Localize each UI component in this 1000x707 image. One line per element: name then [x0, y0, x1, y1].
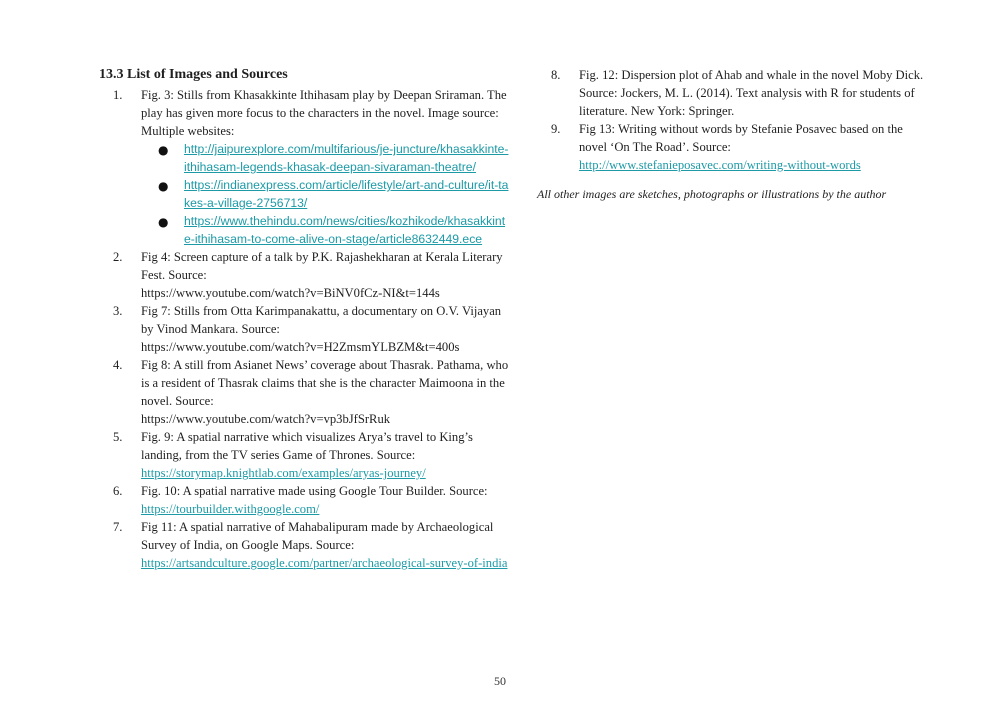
- bullet-icon: ●: [158, 143, 169, 157]
- source-url-text: https://www.youtube.com/watch?v=H2ZmsmYLBZM&t=400s: [141, 340, 460, 354]
- source-link[interactable]: https://www.thehindu.com/news/cities/kozhikode/khasakkinte-ithihasam-to-come-alive-on-stage/article8632449.ece: [184, 214, 506, 246]
- item-number: 3.: [113, 304, 123, 318]
- item-number: 6.: [113, 484, 123, 498]
- source-link-item: [141, 176, 509, 212]
- list-item-4: [99, 356, 509, 428]
- bullet-icon: ●: [158, 179, 169, 193]
- item-text: Fig. 3: Stills from Khasakkinte Ithihasam play by Deepan Sriraman. The play has given more focus to the characters in the novel. Image source: Multiple websites:: [141, 88, 507, 138]
- list-item-6: [99, 482, 509, 518]
- list-item-7: [99, 518, 509, 572]
- item-text: Fig. 12: Dispersion plot of Ahab and whale in the novel Moby Dick. Source: Jockers, M. L. (2014). Text analysis with R for students of literature. New York: Springer.: [579, 68, 924, 118]
- source-link[interactable]: https://artsandculture.google.com/partner/archaeological-survey-of-india: [141, 556, 508, 570]
- item-text: Fig 11: A spatial narrative of Mahabalipuram made by Archaeological Survey of India, on Google Maps. Source:: [141, 520, 494, 552]
- item-text: Fig 8: A still from Asianet News’ coverage about Thasrak. Pathama, who is a resident of Thasrak claims that she is the character Maimoona in the novel. Source:: [141, 358, 509, 408]
- source-link-item: [141, 140, 509, 176]
- list-item-8: [537, 66, 927, 120]
- list-item-3: [99, 302, 509, 356]
- section-heading: 13.3 List of Images and Sources: [99, 67, 288, 82]
- source-link[interactable]: https://storymap.knightlab.com/examples/aryas-journey/: [141, 466, 426, 480]
- author-note: All other images are sketches, photographs or illustrations by the author: [537, 187, 887, 201]
- item-text: Fig 4: Screen capture of a talk by P.K. Rajashekharan at Kerala Literary Fest. Source:: [141, 250, 503, 282]
- source-link-list: [141, 140, 509, 248]
- bullet-icon: ●: [158, 215, 169, 229]
- list-item-5: [99, 428, 509, 482]
- source-link-item: [141, 212, 509, 248]
- item-text: Fig. 10: A spatial narrative made using Google Tour Builder. Source:: [141, 484, 488, 498]
- item-text: Fig. 9: A spatial narrative which visualizes Arya’s travel to King’s landing, from the TV series Game of Thrones. Source:: [141, 430, 473, 462]
- item-number: 4.: [113, 358, 123, 372]
- item-text: Fig 13: Writing without words by Stefanie Posavec based on the novel ‘On The Road’. Source:: [579, 122, 903, 154]
- item-number: 8.: [551, 68, 561, 82]
- item-number: 2.: [113, 250, 123, 264]
- left-column: [99, 66, 509, 572]
- item-number: 7.: [113, 520, 123, 534]
- source-link[interactable]: http://jaipurexplore.com/multifarious/je-juncture/khasakkinte-ithihasam-legends-khasak-deepan-sivaraman-theatre/: [184, 142, 509, 174]
- item-number: 1.: [113, 88, 123, 102]
- right-column: [537, 66, 927, 203]
- list-item-2: [99, 248, 509, 302]
- source-url-text: https://www.youtube.com/watch?v=BiNV0fCz-NI&t=144s: [141, 286, 440, 300]
- item-text: Fig 7: Stills from Otta Karimpanakattu, a documentary on O.V. Vijayan by Vinod Mankara. Source:: [141, 304, 502, 336]
- item-number: 9.: [551, 122, 561, 136]
- list-item-9: [537, 120, 927, 174]
- page-number: 50: [494, 674, 506, 688]
- source-link[interactable]: https://indianexpress.com/article/lifestyle/art-and-culture/it-takes-a-village-2756713/: [184, 178, 509, 210]
- source-link[interactable]: https://tourbuilder.withgoogle.com/: [141, 502, 320, 516]
- item-number: 5.: [113, 430, 123, 444]
- list-item-1: [99, 86, 509, 248]
- source-url-text: https://www.youtube.com/watch?v=vp3bJfSrRuk: [141, 412, 391, 426]
- source-link[interactable]: http://www.stefanieposavec.com/writing-without-words: [579, 158, 861, 172]
